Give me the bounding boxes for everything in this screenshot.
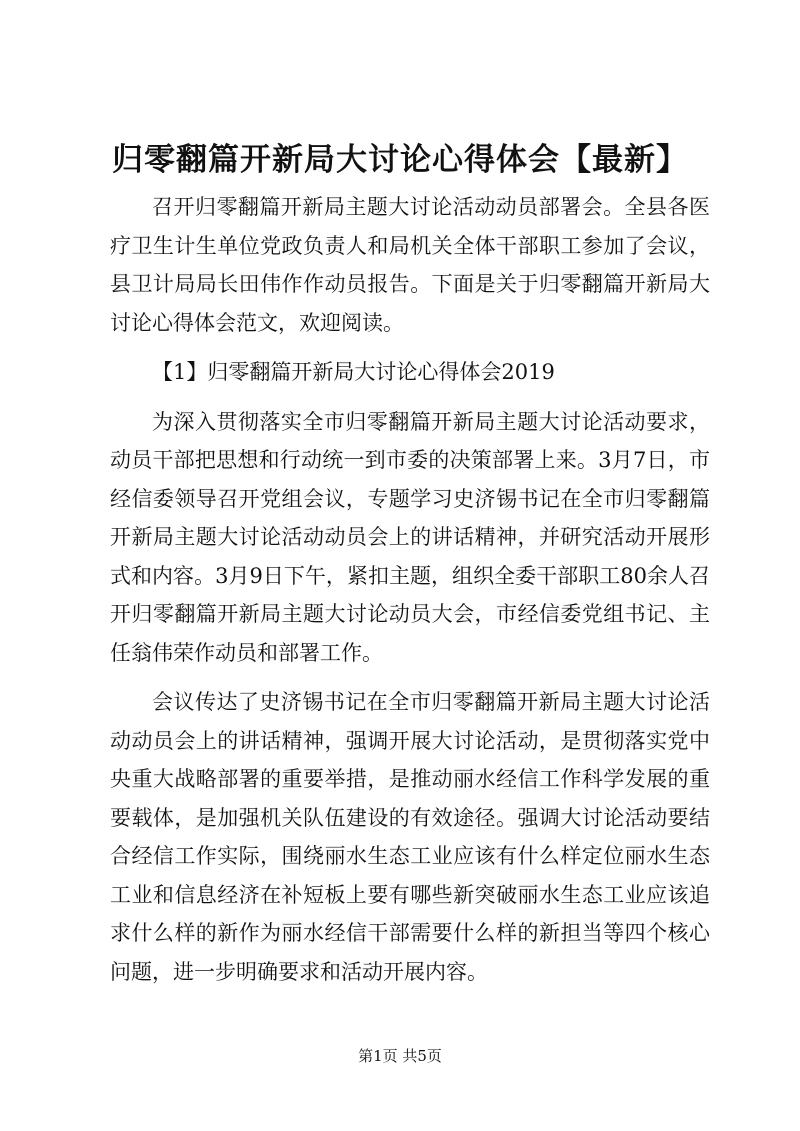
paragraph-meeting-summary: 为深入贯彻落实全市归零翻篇开新局主题大讨论活动要求，动员干部把思想和行动统一到市委的决策部署上来。3月7日，市经信委领导召开党组会议，专题学习史济锡书记在全市归零翻篇开新局主题大讨论活动动员会上的讲话精神，并研究活动开展形式和内容。3月9日下午，紧扣主题，组织全委干部职工80余人召开归零翻篇开新局主题大讨论动员大会，市经信委党组书记、主任翁伟荣作动员和部署工作。	[110, 409, 710, 665]
paragraph-meeting-content: 会议传达了史济锡书记在全市归零翻篇开新局主题大讨论活动动员会上的讲话精神，强调开展大讨论活动，是贯彻落实党中央重大战略部署的重要举措，是推动丽水经信工作科学发展的重要载体，是加强机关队伍建设的有效途径。强调大讨论活动要结合经信工作实际，围绕丽水生态工业应该有什么样定位丽水生态工业和信息经济在补短板上要有哪些新突破丽水生态工业应该追求什么样的新作为丽水经信干部需要什么样的新担当等四个核心问题，进一步明确要求和活动开展内容。	[110, 690, 710, 984]
document-title: 归零翻篇开新局大讨论心得体会【最新】	[112, 142, 688, 178]
page-footer: 第1页 共5页	[358, 1047, 442, 1065]
paragraph-section-heading: 【1】归零翻篇开新局大讨论心得体会2019	[152, 360, 555, 384]
paragraph-intro: 召开归零翻篇开新局主题大讨论活动动员部署会。全县各医疗卫生计生单位党政负责人和局机关全体干部职工参加了会议，县卫计局局长田伟作作动员报告。下面是关于归零翻篇开新局大讨论心得体会范文，欢迎阅读。	[110, 195, 710, 335]
document-body	[110, 188, 710, 991]
